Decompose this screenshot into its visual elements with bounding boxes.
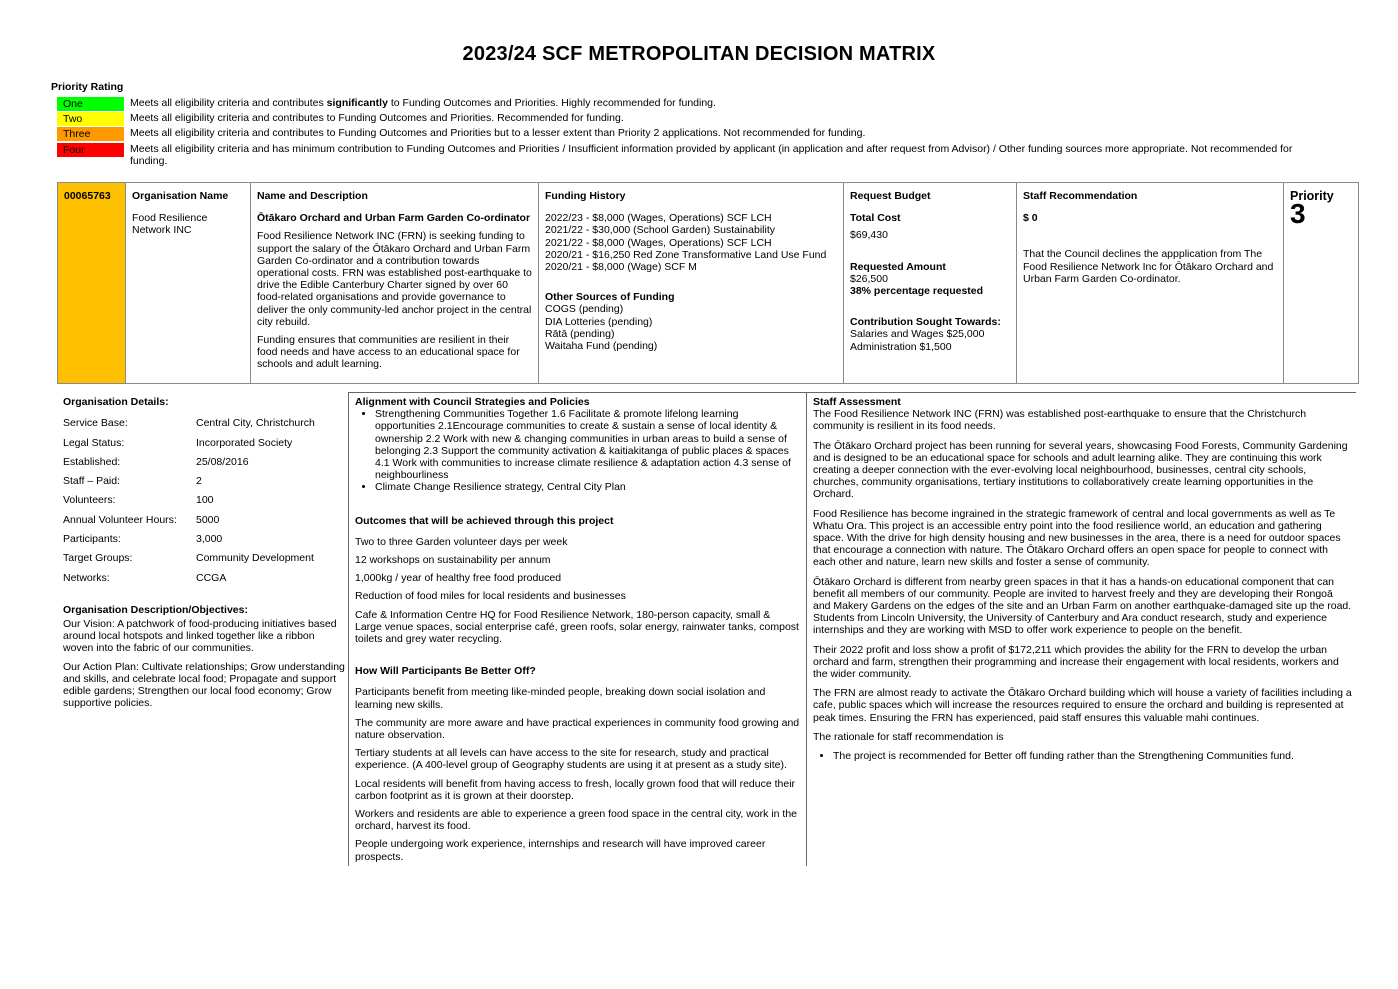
detail-label: Target Groups: xyxy=(63,552,133,565)
priority-level-row xyxy=(57,97,1310,111)
detail-value: 3,000 xyxy=(196,532,223,545)
detail-value: 25/08/2016 xyxy=(196,455,249,468)
priority-level-description xyxy=(130,143,1310,167)
better-off-item: Participants benefit from meeting like-minded people, breaking down social isolation and learning new skills. xyxy=(355,686,766,711)
staff-recommendation-header: Staff Recommendation xyxy=(1023,190,1138,202)
staff-assessment-bullet: • The project is recommended for Better off funding rather than the Strengthening Communities fund. xyxy=(833,750,1353,762)
priority-description-text: Meets all eligibility criteria and contributes to Funding Outcomes and Priorities. Recommended for funding. xyxy=(130,112,624,124)
organisation-details-list xyxy=(63,417,345,591)
description-paragraph: Funding ensures that communities are resilient in their food needs and have access to an educational space for schools and adult learning. xyxy=(257,334,520,371)
alignment-list xyxy=(355,408,800,493)
outcomes-list xyxy=(355,536,800,645)
organisation-detail-row xyxy=(63,514,345,533)
detail-label: Networks: xyxy=(63,571,110,584)
detail-label: Volunteers: xyxy=(63,494,116,507)
other-sources-header: Other Sources of Funding xyxy=(545,291,675,304)
better-off-item: Local residents will benefit from having access to fresh, locally grown food that will reduce their carbon footprint as it is grown at their doorstep. xyxy=(355,777,796,802)
request-budget-header: Request Budget xyxy=(850,190,931,202)
alignment-heading: Alignment with Council Strategies and Policies xyxy=(355,396,590,408)
organisation-description-paragraph: Our Vision: A patchwork of food-producing initiatives based around local hotspots and linked together like a ribbon woven into the fabric of our communities. xyxy=(63,618,337,655)
other-source-item: Rātā (pending) xyxy=(545,327,615,340)
organisation-name-cell xyxy=(126,183,251,384)
detail-label: Participants: xyxy=(63,532,121,545)
funding-history-header: Funding History xyxy=(545,190,626,202)
other-source-item: COGS (pending) xyxy=(545,303,624,316)
contribution-line: Salaries and Wages $25,000 xyxy=(850,328,985,341)
staff-recommendation-text: That the Council declines the appplication from The Food Resilience Network Inc for Ōtākaro Orchard and Urban Farm Garden Co-ordinator. xyxy=(1023,248,1274,285)
priority-level-description xyxy=(130,97,1310,111)
alignment-item: • Strengthening Communities Together 1.6 Facilitate & promote lifelong learning opportunities 2.1Encourage communities to create & sustain a sense of local identity & ownership 2.2 Work with new & changing communities in urban areas to build a sense of belonging 2.3 Support the community activation & kaitiakitanga of public places & spaces 4.1 Work with communities to increase climate resilience & adaptation action 4.3 sense of neighbourliness xyxy=(375,408,800,481)
priority-level-swatch: One xyxy=(57,97,124,111)
priority-level-row xyxy=(57,112,1310,126)
detail-value: CCGA xyxy=(196,571,227,584)
staff-assessment-bullets xyxy=(813,750,1353,762)
staff-assessment-heading: Staff Assessment xyxy=(813,396,901,408)
better-off-list xyxy=(355,686,800,862)
priority-level-description xyxy=(130,127,1310,141)
better-off-heading: How Will Participants Be Better Off? xyxy=(355,665,536,678)
staff-assessment-column xyxy=(813,396,1353,762)
detail-value: 2 xyxy=(196,475,202,488)
funding-history-item: 2022/23 - $8,000 (Wages, Operations) SCF LCH xyxy=(545,212,772,225)
organisation-details-column xyxy=(63,396,345,710)
priority-rating-heading: Priority Rating xyxy=(51,81,124,93)
better-off-item: Tertiary students at all levels can have access to the site for research, study and practical experience. (A 400-level group of Geography students are using it at present as a study site). xyxy=(355,747,787,772)
priority-level-row xyxy=(57,127,1310,141)
detail-value: 5000 xyxy=(196,513,220,526)
priority-level-row xyxy=(57,143,1310,167)
priority-value: 3 xyxy=(1290,198,1306,230)
organisation-detail-row xyxy=(63,456,345,475)
outcome-item: Reduction of food miles for local residents and businesses xyxy=(355,590,626,603)
better-off-item: Workers and residents are able to experience a green food space in the central city, work in the orchard, harvest its food. xyxy=(355,808,798,833)
organisation-name-header: Organisation Name xyxy=(132,190,229,202)
total-cost-value: $69,430 xyxy=(850,229,888,242)
staff-assessment-paragraph: Ōtākaro Orchard is different from nearby green spaces in that it has a hands-on educational component that can benefit all members of our community. People are invited to harvest freely and they are developing their Rongoā and Makery Gardens on the edges of the site and an Urban Farm on another earthquake-damaged site up the road. Students from Lincoln University, the University of Canterbury and Ara conduct research, study and experience internships and they are working with MSD to offer work experience to people on the benefit. xyxy=(813,575,1352,637)
priority-description-text: Meets all eligibility criteria and has minimum contribution to Funding Outcomes and Priorities / Insufficient information provided by applicant (in application and after request from Advisor) / Other funding sources more appropriate. Not recommended for funding. xyxy=(130,143,1293,167)
funding-history-item: 2020/21 - $16,250 Red Zone Transformative Land Use Fund xyxy=(545,248,827,261)
detail-label: Staff – Paid: xyxy=(63,475,121,488)
organisation-detail-row xyxy=(63,437,345,456)
percentage-requested: 38% percentage requested xyxy=(850,285,984,298)
staff-recommendation-cell xyxy=(1017,183,1284,384)
priority-header: Priority xyxy=(1290,189,1334,203)
application-id: 00065763 xyxy=(64,190,111,202)
name-description-header: Name and Description xyxy=(257,190,368,202)
detail-value: 100 xyxy=(196,494,214,507)
organisation-description-paragraph: Our Action Plan: Cultivate relationships; Grow understanding and skills, and celebrate local food; Propagate and support edible gardens; Strengthen our local food economy; Grow supportive policies. xyxy=(63,660,345,710)
section-top-rule xyxy=(348,392,1356,393)
column-divider xyxy=(348,392,349,866)
total-cost-label: Total Cost xyxy=(850,212,901,225)
requested-amount-label: Requested Amount xyxy=(850,260,946,273)
staff-assessment-paragraph: The FRN are almost ready to activate the Ōtākaro Orchard building which will house a variety of facilities including a cafe, public spaces which will increase the resources required to ensure the orchard and building is represented at peak times. Ensuring the FRN has experienced, paid staff ensures this valuable mahi continues. xyxy=(813,687,1352,724)
staff-assessment-paragraph: The rationale for staff recommendation is xyxy=(813,730,1004,743)
contribution-label: Contribution Sought Towards: xyxy=(850,316,1001,329)
application-id-cell xyxy=(58,183,126,384)
organisation-detail-row xyxy=(63,417,345,436)
staff-assessment-paragraph: Food Resilience has become ingrained in the strategic framework of central and local governments as well as Te Whatu Ora. This project is an accessible entry point into the food resilience world, an education and gathering space. With the drive for high density housing and new businesses in the area, there is a need for outdoor spaces that encourage a connection with nature. The Ōtākaro Orchard offers an open space for people to connect with each other and nature, learn new skills and foster a sense of community. xyxy=(813,507,1341,569)
organisation-detail-row xyxy=(63,494,345,513)
column-divider xyxy=(806,392,807,866)
organisation-description-heading: Organisation Description/Objectives: xyxy=(63,603,248,616)
better-off-item: The community are more aware and have practical experiences in community food growing and nature observation. xyxy=(355,716,800,742)
priority-cell xyxy=(1284,183,1359,384)
organisation-detail-row xyxy=(63,572,345,591)
request-budget-cell xyxy=(844,183,1017,384)
project-name: Ōtākaro Orchard and Urban Farm Garden Co-ordinator xyxy=(257,212,531,225)
alignment-column xyxy=(355,396,800,869)
staff-assessment-paragraph: Their 2022 profit and loss show a profit of $172,211 which provides the ability for the FRN to develop the urban orchard and farm, strengthen their programming and increase their engagement with local residents, workers and the wider community. xyxy=(813,643,1339,681)
organisation-detail-row xyxy=(63,533,345,552)
priority-description-text: to Funding Outcomes and Priorities. Highly recommended for funding. xyxy=(387,97,716,109)
priority-level-description xyxy=(130,112,1310,126)
page-title: 2023/24 SCF METROPOLITAN DECISION MATRIX xyxy=(462,43,936,65)
other-source-item: Waitaha Fund (pending) xyxy=(545,340,658,353)
requested-amount-value: $26,500 xyxy=(850,272,888,285)
better-off-item: People undergoing work experience, internships and research will have improved career prospects. xyxy=(355,838,766,863)
organisation-name: Food Resilience Network INC xyxy=(132,212,208,237)
outcome-item: Two to three Garden volunteer days per week xyxy=(355,535,568,548)
name-description-cell xyxy=(251,183,539,384)
funding-history-item: 2020/21 - $8,000 (Wage) SCF M xyxy=(545,261,697,274)
outcomes-heading: Outcomes that will be achieved through this project xyxy=(355,514,614,527)
funding-history-item: 2021/22 - $8,000 (Wages, Operations) SCF LCH xyxy=(545,236,772,249)
organisation-detail-row xyxy=(63,552,345,571)
staff-assessment-paragraph: The Ōtākaro Orchard project has been running for several years, showcasing Food Forests, Community Gardening and is designed to be an educational space for schools and adult learning alike. They are continuing this work creating a deeper connection with the ever-evolving local neighbourhood, businesses, central city schools, churches, community organisations, tertiary institutions to collaboratively create learning opportunities in the Orchard. xyxy=(813,439,1348,501)
contribution-line: Administration $1,500 xyxy=(850,340,952,353)
funding-history-cell xyxy=(539,183,844,384)
staff-recommendation-amount: $ 0 xyxy=(1023,212,1038,225)
outcome-item: 12 workshops on sustainability per annum xyxy=(355,554,551,567)
description-paragraph: Food Resilience Network INC (FRN) is seeking funding to support the salary of the Ōtākaro Orchard and Urban Farm Garden Co-ordinator and a contribution towards operational costs. FRN was established post-earthquake to drive the Edible Canterbury Charter signed by over 60 food-related organisations and provide governance to deliver the only community-led anchor project in the central city rebuild. xyxy=(257,230,532,328)
outcome-item: Cafe & Information Centre HQ for Food Resilience Network, 180-person capacity, small & Large venue spaces, social enterprise café, green roofs, solar energy, rainwater tanks, compost toilets and grey water recycling. xyxy=(355,608,799,646)
priority-level-swatch: Four xyxy=(57,143,124,157)
priority-description-text: Meets all eligibility criteria and contributes to Funding Outcomes and Priorities but to a lesser extent than Priority 2 applications. Not recommended for funding. xyxy=(130,127,866,139)
funding-history-item: 2021/22 - $30,000 (School Garden) Sustainability xyxy=(545,224,775,237)
priority-description-emphasis: significantly xyxy=(326,97,388,109)
alignment-item: • Climate Change Resilience strategy, Central City Plan xyxy=(375,481,800,493)
detail-label: Legal Status: xyxy=(63,436,125,449)
application-summary-table xyxy=(57,182,1359,384)
priority-description-text: Meets all eligibility criteria and contributes xyxy=(130,97,327,109)
organisation-detail-row xyxy=(63,475,345,494)
detail-value: Community Development xyxy=(196,552,314,565)
other-source-item: DIA Lotteries (pending) xyxy=(545,315,653,328)
priority-level-swatch: Three xyxy=(57,127,124,141)
organisation-details-heading: Organisation Details: xyxy=(63,396,169,408)
detail-label: Established: xyxy=(63,455,121,468)
staff-assessment-paragraphs xyxy=(813,408,1353,743)
detail-value: Central City, Christchurch xyxy=(196,417,315,430)
staff-assessment-paragraph: The Food Resilience Network INC (FRN) was established post-earthquake to ensure that the Christchurch community is resilient in its food needs. xyxy=(813,408,1307,433)
detail-label: Annual Volunteer Hours: xyxy=(63,513,177,526)
outcome-item: 1,000kg / year of healthy free food produced xyxy=(355,572,562,585)
priority-level-swatch: Two xyxy=(57,112,124,126)
detail-value: Incorporated Society xyxy=(196,436,293,449)
detail-label: Service Base: xyxy=(63,417,128,430)
